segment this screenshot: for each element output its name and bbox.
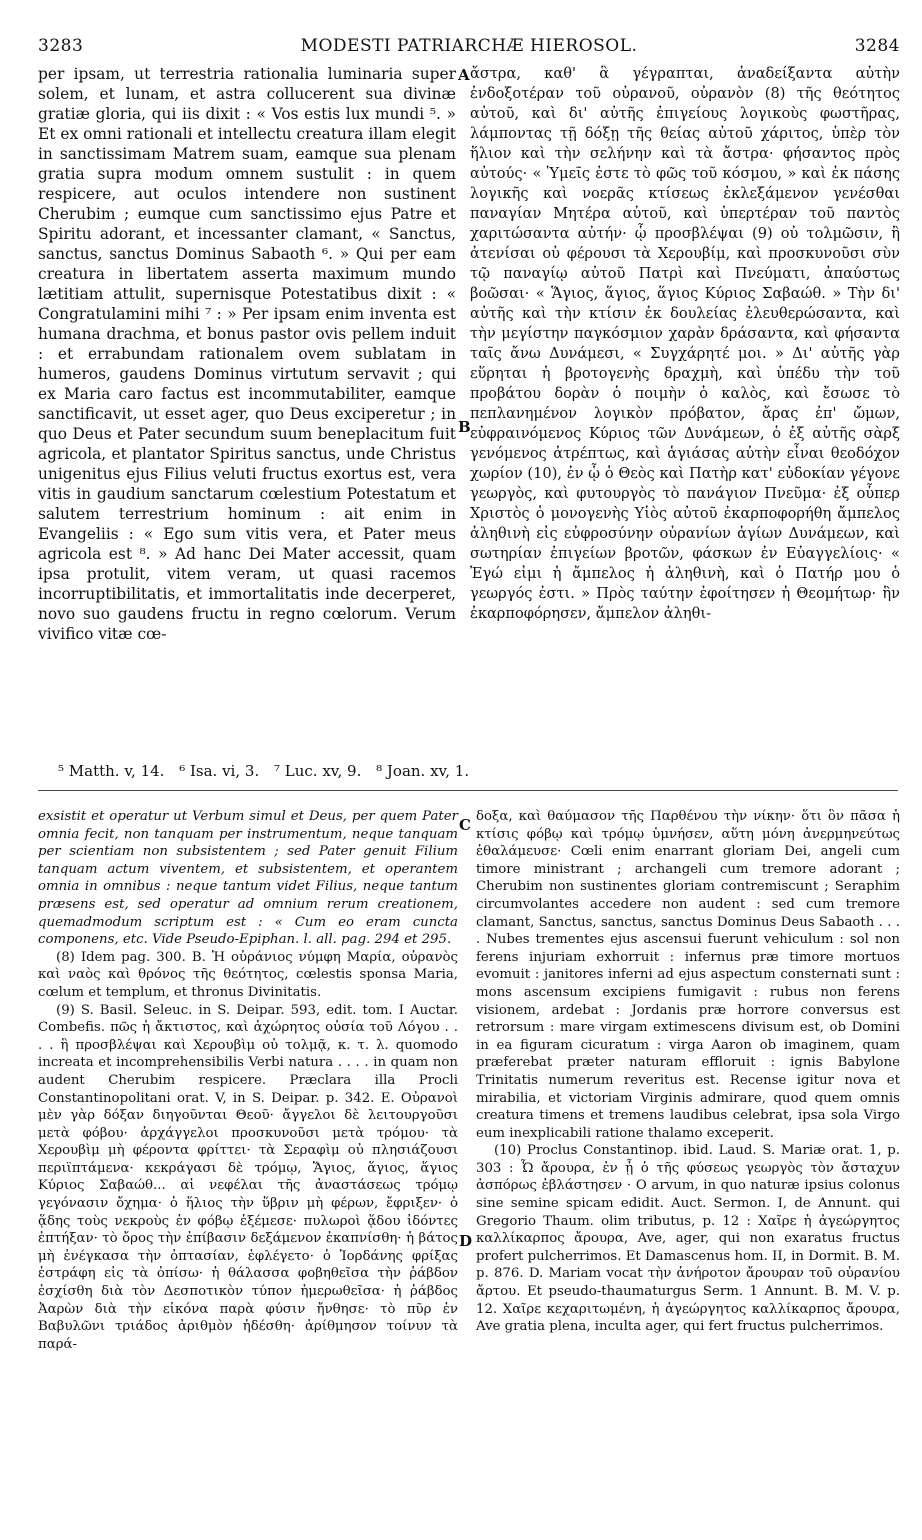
- separator-rule: [38, 790, 898, 791]
- note-paragraph: (10) Proclus Constantinop. ibid. Laud. S. Mariæ orat. 1, p. 303 : Ὦ ἄρουρα, ἐν ᾗ ὁ τῆς φύσεως γεωργὸς τὸν ἄσταχυν ἀσπόρως ἐβλάστησεν · O arvum, in quo naturæ ipsius colonus sine semine spicam edidit. Auct. Sermon. I, de Annunt. qui Gregorio Thaum. olim tributus, p. 12 : Χαῖρε ἡ ἀγεώργητος καλλίκαρπος ἄρουρα, Ave, ager, qui non exaratus fructus profert pulcherrimos. Et Damascenus hom. II, in Dormit. B. M. p. 876. D. Mariam vocat τὴν ἀνήροτον ἄρουραν τοῦ οὐρανίου ἄρτου. Et pseudo-thaumaturgus Serm. 1 Annunt. B. M. V. p. 12. Χαῖρε κεχαριτωμένη, ἡ ἀγεώργητος καλλίκαρπος ἄρουρα, Ave gratia plena, inculta ager, qui fert fructus pulcherrimos.: [476, 1143, 900, 1335]
- margin-letter-d: D: [459, 1232, 473, 1250]
- note-paragraph: (8) Idem pag. 300. B. Ἡ οὐράνιος νύμφη Μαρία, οὐρανὸς καὶ ναὸς καὶ θρόνος τῆς θεότητος, cœlestis sponsa Maria, cœlum et templum, et thronus Divinitatis.: [38, 949, 458, 1000]
- page-number-right: 3284: [854, 36, 900, 56]
- note-paragraph: (9) S. Basil. Seleuc. in S. Deipar. 593, edit. tom. I Auctar. Combefis. πῶς ἡ ἄκτιστος, καὶ ἀχώρητος οὐσία τοῦ Λόγου . . . . ἣ προσβλέψαι καὶ Χερουβὶμ οὐ τολμᾷ, κ. τ. λ. quomodo increata et incomprehensibilis Verbi natura . . . . in quam non audent Cherubim respicere. Præclara illa Procli Constantinopolitani orat. V, in S. Deipar. p. 342. E. Οὐρανοὶ μὲν γὰρ δόξαν διηγοῦνται Θεοῦ· ἄγγελοι δὲ λειτουργοῦσι μετὰ φόβου· ἀρχάγγελοι προσκυνοῦσι μετὰ τρόμου· τὰ Χερουβὶμ μὴ φέροντα φρίττει· τὰ Σεραφὶμ οὐ πλησιάζουσι περιϊπτάμενα· κεκράγασι δὲ τρόμῳ, Ἅγιος, ἅγιος, ἅγιος Κύριος Σαβαώθ... αἱ νεφέλαι τῆς ἀναστάσεως τρόμῳ γεγόνασιν ὄχημα· ὁ ἥλιος τὴν ὕβριν μὴ φέρων, ἔφριξεν· ὁ ᾅδης τοὺς νεκροὺς ἐν φόβῳ ἐξέμεσε· πυλωροὶ ᾅδου ἰδόντες ἐπτήξαν· τὸ ὄρος τὴν ἐπίβασιν δεξάμενον ἐκαπνίσθη· ἡ βάτος μὴ ἐνέγκασα τὴν ὀπτασίαν, ἐφλέγετο· ὁ Ἰορδάνης φρίξας ἐστράφη εἰς τὰ ὀπίσω· ἡ θάλασσα φοβηθεῖσα τὴν ῥάβδον ἐσχίσθη διὰ τὸν Δεσποτικὸν τύπον ἡμερωθεῖσα· ἡ ῥάβδος Ἀαρὼν διὰ τὴν εἰκόνα παρὰ φύσιν ἤνθησε· τὸ πῦρ ἐν Βαβυλῶνι τριάδος ἀριθμὸν ἠδέσθη· ἀρίθμησον τοίνυν τὰ παρά-: [38, 1002, 458, 1352]
- running-title: MODESTI PATRIARCHÆ HIEROSOL.: [300, 36, 638, 56]
- latin-text: per ipsam, ut terrestria rationalia luminaria super solem, et lunam, et astra collucerent sua divinæ gratiæ gloria, qui iis dixit : « Vos estis lux mundi ⁵. » Et ex omni rationali et intellectu creatura illam elegit in sanctissimam Matrem suam, eamque sua plenam gratia supra modum omnem sustulit : in quem respicere, aut oculos intendere non sustinent Cherubim ; eumque cum sanctissimo ejus Patre et Spiritu adorant, et incessanter clamant, « Sanctus, sanctus, sanctus Dominus Sabaoth ⁶. » Qui per eam creatura in libertatem asserta maximum mundo lætitiam attulit, supernisque Potestatibus dixit : « Congratulamini mihi ⁷ : » Per ipsam enim inventa est humana drachma, et bonus pastor ovis pellem induit : et errabundam rationalem ovem sublatam in humeros, gaudens Dominus virtutum servavit ; qui ex Maria caro factus est incommutabiliter, eamque sanctificavit, ut esset ager, quo Deus exciperetur ; in quo Deus et Pater secundum suum beneplacitum fuit agricola, et plantator Spiritus sanctus, unde Christus unigenitus ejus Filius veluti fructus exortus est, vera vitis in gaudium sanctarum cœlestium Potestatum et salutem terrestrium hominum : ait enim in Evangeliis : « Ego sum vitis vera, et Pater meus agricola est ⁸. » Ad hanc Dei Mater accessit, quam ipsa protulit, vitem veram, ut quasi racemos incorruptibilitatis, et immortalitatis inde decerperet, novo suo gaudens fructu in regno cœlorum. Verum vivifico vitæ cœ-: [38, 65, 456, 643]
- reference-item: ⁶ Isa. vi, 3.: [179, 762, 260, 780]
- notes-left-column: [38, 808, 458, 1528]
- reference-item: ⁸ Joan. xv, 1.: [376, 762, 470, 780]
- margin-letter-a: A: [458, 66, 470, 84]
- page-number-left: 3283: [38, 36, 84, 56]
- margin-letter-c: C: [459, 816, 471, 834]
- page-header: [38, 36, 900, 64]
- reference-item: ⁷ Luc. xv, 9.: [274, 762, 362, 780]
- reference-item: ⁵ Matth. v, 14.: [58, 762, 165, 780]
- greek-column: [470, 64, 900, 756]
- note-paragraph: δοξα, καὶ θαύμασον τῆς Παρθένου τὴν νίκην· ὅτι ὃν πᾶσα ἡ κτίσις φόβῳ καὶ τρόμῳ ὑμνήσεν, αὕτη μόνη ἀνερμηνεύτως ἐθαλάμευσε· Cœli enim enarrant gloriam Dei, angeli cum timore ministrant ; archangeli cum tremore adorant ; Cherubim non sustinentes gloriam contremiscunt ; Seraphim circumvolantes accedere non audent : sed cum tremore clamant, Sanctus, sanctus, sanctus Dominus Deus Sabaoth . . . . Nubes trementes ejus ascensui fuerunt vehiculum : sol non ferens injuriam exhorruit : infernus præ timore mortuos evomuit : janitores inferni ad ejus aspectum consternati sunt : mons ascensum excipiens fumigavit : rubus non ferens visionem, ardebat : Jordanis præ horrore conversus est retrorsum : mare virgam extimescens divisum est, ob Domini in ea figuram cicuratum : virga Aaron ob imaginem, quam præferebat præter naturam efflоruit : ignis Babylone Trinitatis numerum reveritus est. Recense igitur nova et mirabilia, et victoriam Virginis admirare, quod quem omnis creatura timens et tremens laudibus celebrat, ipsa sola Virgo eum inexplicabili ratione thalamo exceperit.: [476, 809, 900, 1141]
- latin-column: [38, 64, 456, 756]
- margin-letter-b: B: [458, 418, 471, 436]
- notes-right-column: [476, 808, 900, 1528]
- scripture-references: [58, 762, 898, 780]
- greek-text: ἄστρα, καθ' ἃ γέγραπται, ἀναδείξαντα αὐτὴν ἐνδοξοτέραν τοῦ οὐρανοῦ, οὐρανὸν (8) τῆς θεότητος αὐτοῦ, καὶ δι' αὐτῆς ἐπιγείους λογικοὺς φωστῆρας, λάμποντας τῇ δόξῃ τῆς θείας αὐτοῦ χάριτος, ὑπὲρ τὸν ἥλιον καὶ τὴν σελήνην καὶ τὰ ἄστρα· φήσαντος πρὸς αὐτούς· « Ὑμεῖς ἐστε τὸ φῶς τοῦ κόσμου, » καὶ ἐκ πάσης λογικῆς καὶ νοερᾶς κτίσεως ἐκλεξάμενον γενέσθαι παναγίαν Μητέρα αὐτοῦ, καὶ ὑπερτέραν τοῦ παντὸς χαριτώσαντα αὐτήν· ᾧ προσβλέψαι (9) οὐ τολμῶσιν, ἢ ἀτενίσαι οὐ φέρουσι τὰ Χερουβίμ, καὶ προσκυνοῦσι σὺν τῷ παναγίῳ αὐτοῦ Πατρὶ καὶ Πνεύματι, ἀπαύστως βοῶσαι· « Ἅγιος, ἅγιος, ἅγιος Κύριος Σαβαώθ. » Τὴν δι' αὐτῆς καὶ τὴν κτίσιν ἐκ δουλείας ἐλευθερώσαντα, καὶ τὴν μεγίστην παγκόσμιον χαρὰν δράσαντα, καὶ φήσαντα ταῖς ἄνω Δυνάμεσι, « Συγχάρητέ μοι. » Δι' αὐτῆς γὰρ εὕρηται ἡ βροτογενὴς δραχμὴ, καὶ ὑπέδυ τὴν τοῦ προβάτου δορὰν ὁ ποιμὴν ὁ καλὸς, καὶ ἔσωσε τὸ πεπλανημένον λογικὸν πρόβατον, ἄρας ἐπ' ὤμων, εὐφραινόμενος Κύριος τῶν Δυνάμεων, ὁ ἐξ αὐτῆς σὰρξ γενόμενος ἀτρέπτως, καὶ ἁγιάσας αὐτὴν εἶναι θεοδόχον χωρίον (10), ἐν ᾧ ὁ Θεὸς καὶ Πατὴρ κατ' εὐδοκίαν γέγονε γεωργὸς, καὶ φυτουργὸς τὸ πανάγιον Πνεῦμα· ἐξ οὗπερ Χριστὸς ὁ μονογενὴς Υἱὸς αὐτοῦ ἐκαρποφορήθη ἄμπελος ἀληθινὴ εἰς εὐφροσύνην οὐρανίων ἁγίων Δυνάμεων, καὶ σωτηρίαν ἐπιγείων βροτῶν, φάσκων ἐν Εὐαγγελίοις· « Ἐγώ εἰμι ἡ ἄμπελος ἡ ἀληθινὴ, καὶ ὁ Πατήρ μου ὁ γεωργός ἐστι. » Πρὸς ταύτην ἐφοίτησεν ἡ Θεομήτωρ· ἣν ἐκαρποφόρησεν, ἄμπελον ἀληθι-: [470, 65, 900, 622]
- note-paragraph: exsistit et operatur ut Verbum simul et Deus, per quem Pater omnia fecit, non tanquam per instrumentum, neque tanquam per scientiam non subsistentem ; sed Pater genuit Filium tanquam actum viventem, et subsistentem, et operantem omnia in omnibus : neque tantum videt Filius, neque tantum præsens est, sed operatur ad omnium rerum creationem, quemadmodum scriptum est : « Cum eo eram cuncta componens, etc. Vide Pseudo-Epiphan. l. all. pag. 294 et 295.: [38, 809, 458, 948]
